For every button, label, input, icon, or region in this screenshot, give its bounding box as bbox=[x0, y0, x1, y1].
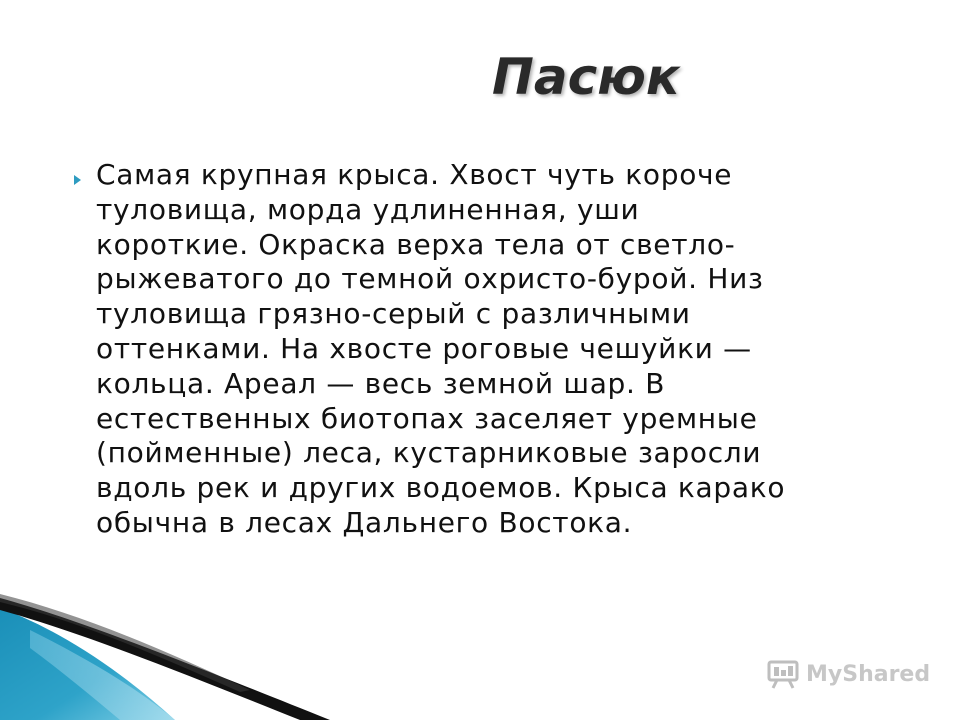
bullet-text-line: естественных биотопах заселяет уремные bbox=[96, 401, 758, 435]
bullet-text-line: кольца. Ареал — весь земной шар. В bbox=[96, 366, 666, 400]
watermark bbox=[766, 656, 930, 692]
presentation-board-icon bbox=[766, 657, 800, 691]
bullet-text-line: оттенками. На хвосте роговые чешуйки — bbox=[96, 331, 752, 365]
triangle-bullet-icon bbox=[74, 175, 81, 185]
bullet-text-line: Самая крупная крыса. Хвост чуть короче bbox=[96, 158, 733, 191]
watermark-text: MyShared bbox=[806, 661, 931, 687]
bullet-text-line: туловища, морда удлиненная, уши bbox=[96, 192, 640, 226]
bullet-text-line: короткие. Окраска верха тела от светло- bbox=[96, 227, 736, 261]
corner-wave-decoration bbox=[0, 590, 330, 720]
bullet-text-line: вдоль рек и других водоемов. Крыса карако bbox=[96, 471, 786, 505]
bullet-text-line: (пойменные) леса, кустарниковые заросли bbox=[96, 436, 762, 470]
slide-title: Пасюк bbox=[492, 48, 680, 106]
bullet-text-line: туловища грязно-серый с различными bbox=[96, 297, 691, 331]
bullet-text-line: обычна в лесах Дальнего Востока. bbox=[96, 505, 633, 539]
bullet-text bbox=[96, 158, 926, 541]
bullet-text-line: рыжеватого до темной охристо-бурой. Низ bbox=[96, 262, 764, 296]
